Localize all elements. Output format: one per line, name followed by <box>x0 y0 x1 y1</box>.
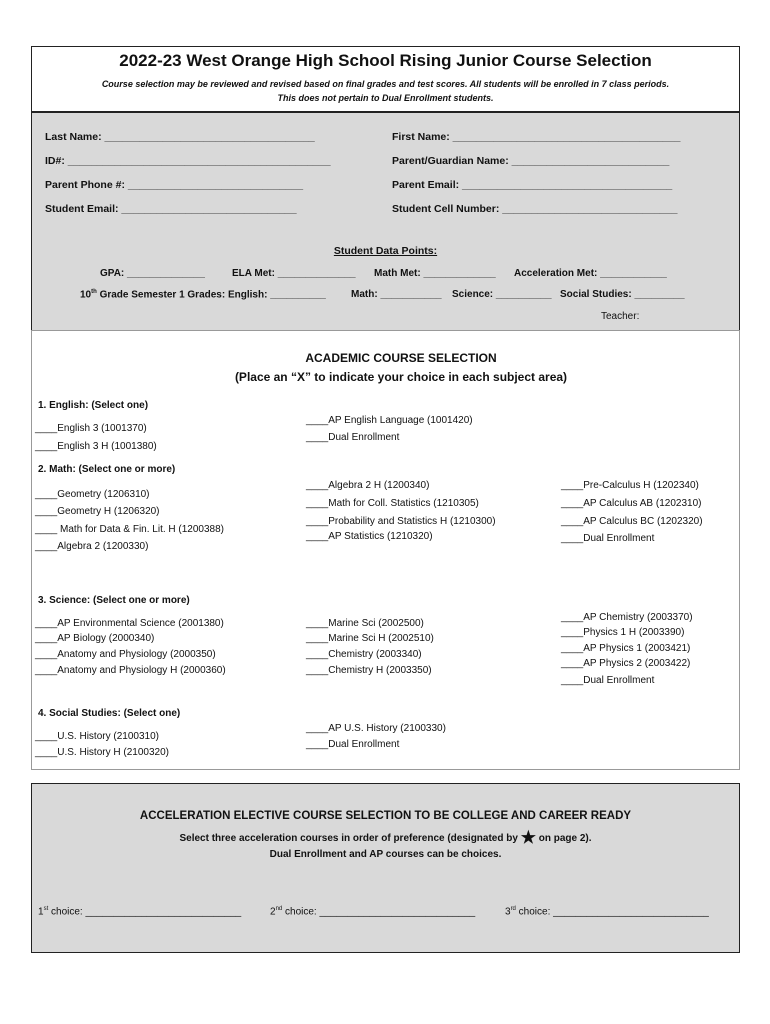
math-option[interactable]: ____Dual Enrollment <box>561 533 655 544</box>
grades-english-field[interactable]: Grade Semester 1 Grades: English: __________ <box>99 289 326 301</box>
science-header: 3. Science: (Select one or more) <box>38 595 190 606</box>
math-option[interactable]: ____AP Calculus BC (1202320) <box>561 516 703 527</box>
choice-1-num: 1 <box>38 906 44 918</box>
acceleration-box <box>31 783 740 953</box>
science-option[interactable]: ____AP Chemistry (2003370) <box>561 612 693 623</box>
math-option[interactable]: ____AP Statistics (1210320) <box>306 531 433 542</box>
third-choice-field[interactable] <box>505 906 709 917</box>
science-option[interactable]: ____Anatomy and Physiology (2000350) <box>35 649 216 660</box>
acceleration-line-2: Dual Enrollment and AP courses can be choices. <box>269 849 502 860</box>
english-option[interactable]: ____English 3 (1001370) <box>35 423 147 434</box>
choice-2-line[interactable]: choice: ____________________________ <box>282 906 476 918</box>
science-option[interactable]: ____AP Biology (2000340) <box>35 633 155 644</box>
first-name-field[interactable]: First Name: _______________________________________ <box>392 131 681 143</box>
english-option[interactable]: ____English 3 H (1001380) <box>35 441 157 452</box>
math-option[interactable]: ____Algebra 2 H (1200340) <box>306 480 430 491</box>
parent-email-field[interactable]: Parent Email: ____________________________________ <box>392 179 673 191</box>
star-icon: ★ <box>520 828 536 847</box>
math-option[interactable]: ____ Math for Data & Fin. Lit. H (1200388) <box>35 524 224 535</box>
science-option[interactable]: ____Physics 1 H (2003390) <box>561 627 685 638</box>
acceleration-line-1 <box>31 828 740 848</box>
math-option[interactable]: ____Pre-Calculus H (1202340) <box>561 480 699 491</box>
math-option[interactable]: ____Geometry (1206310) <box>35 489 150 500</box>
acceleration-title: ACCELERATION ELECTIVE COURSE SELECTION TO BE COLLEGE AND CAREER READY <box>139 810 632 822</box>
last-name-field[interactable]: Last Name: ____________________________________ <box>45 131 315 143</box>
choice-2-sup: nd <box>275 906 283 912</box>
acceleration-line-1-post: on page 2). <box>538 833 592 844</box>
page-title: 2022-23 West Orange High School Rising Junior Course Selection <box>119 51 652 70</box>
science-option[interactable]: ____AP Physics 2 (2003422) <box>561 658 691 669</box>
academic-instruction: (Place an “X” to indicate your choice in each subject area) <box>234 370 568 384</box>
gpa-field[interactable]: GPA: ______________ <box>100 268 205 279</box>
english-option[interactable]: ____Dual Enrollment <box>306 432 400 443</box>
social-studies-header: 4. Social Studies: (Select one) <box>38 708 181 719</box>
choice-2-num: 2 <box>270 906 276 918</box>
science-option[interactable]: ____AP Physics 1 (2003421) <box>561 643 691 654</box>
social-studies-option[interactable]: ____U.S. History H (2100320) <box>35 747 169 758</box>
grades-label <box>80 289 326 300</box>
social-studies-option[interactable]: ____U.S. History (2100310) <box>35 731 159 742</box>
parent-name-field[interactable]: Parent/Guardian Name: ___________________________ <box>392 155 670 167</box>
math-option[interactable]: ____Probability and Statistics H (1210300) <box>306 516 496 527</box>
english-header: 1. English: (Select one) <box>38 400 149 411</box>
grades-math-field[interactable]: Math: ___________ <box>351 289 442 300</box>
choice-3-sup: rd <box>510 906 516 912</box>
choice-3-num: 3 <box>505 906 511 918</box>
english-option[interactable]: ____AP English Language (1001420) <box>306 415 473 426</box>
ela-met-field[interactable]: ELA Met: ______________ <box>232 268 356 279</box>
math-option[interactable]: ____Math for Coll. Statistics (1210305) <box>306 498 479 509</box>
science-option[interactable]: ____Marine Sci H (2002510) <box>306 633 434 644</box>
science-option[interactable]: ____Anatomy and Physiology H (2000360) <box>35 665 226 676</box>
math-option[interactable]: ____Algebra 2 (1200330) <box>35 541 149 552</box>
science-option[interactable]: ____Chemistry H (2003350) <box>306 665 432 676</box>
first-choice-field[interactable] <box>38 906 241 917</box>
academic-title: ACADEMIC COURSE SELECTION <box>305 351 497 365</box>
id-field[interactable]: ID#: _____________________________________________ <box>45 155 331 167</box>
grades-social-studies-field[interactable]: Social Studies: _________ <box>560 289 685 300</box>
grades-num: 10 <box>80 289 92 301</box>
data-points-title: Student Data Points: <box>333 245 438 257</box>
math-met-field[interactable]: Math Met: _____________ <box>374 268 496 279</box>
second-choice-field[interactable] <box>270 906 475 917</box>
math-option[interactable]: ____AP Calculus AB (1202310) <box>561 498 702 509</box>
header-note-2: This does not pertain to Dual Enrollment students. <box>277 93 494 103</box>
science-option[interactable]: ____Dual Enrollment <box>561 675 655 686</box>
student-email-field[interactable]: Student Email: ______________________________ <box>45 203 297 215</box>
acceleration-line-1-pre: Select three acceleration courses in order of preference (designated by <box>179 833 518 844</box>
math-header: 2. Math: (Select one or more) <box>38 464 176 475</box>
grades-sup: th <box>91 289 97 295</box>
header-note-1: Course selection may be reviewed and revised based on final grades and test scores. All students will be enrolled in 7 class periods. <box>101 79 670 89</box>
social-studies-option[interactable]: ____Dual Enrollment <box>306 739 400 750</box>
math-option[interactable]: ____Geometry H (1206320) <box>35 506 160 517</box>
choice-3-line[interactable]: choice: ____________________________ <box>515 906 709 918</box>
choice-1-sup: st <box>43 906 49 912</box>
acceleration-met-field[interactable]: Acceleration Met: ____________ <box>514 268 667 279</box>
grades-science-field[interactable]: Science: __________ <box>452 289 552 300</box>
science-option[interactable]: ____Chemistry (2003340) <box>306 649 422 660</box>
parent-phone-field[interactable]: Parent Phone #: ______________________________ <box>45 179 304 191</box>
student-cell-field[interactable]: Student Cell Number: ______________________________ <box>392 203 678 215</box>
science-option[interactable]: ____Marine Sci (2002500) <box>306 618 424 629</box>
science-option[interactable]: ____AP Environmental Science (2001380) <box>35 618 224 629</box>
teacher-label: Teacher: <box>601 311 640 322</box>
social-studies-option[interactable]: ____AP U.S. History (2100330) <box>306 723 446 734</box>
choice-1-line[interactable]: choice: ____________________________ <box>48 906 242 918</box>
